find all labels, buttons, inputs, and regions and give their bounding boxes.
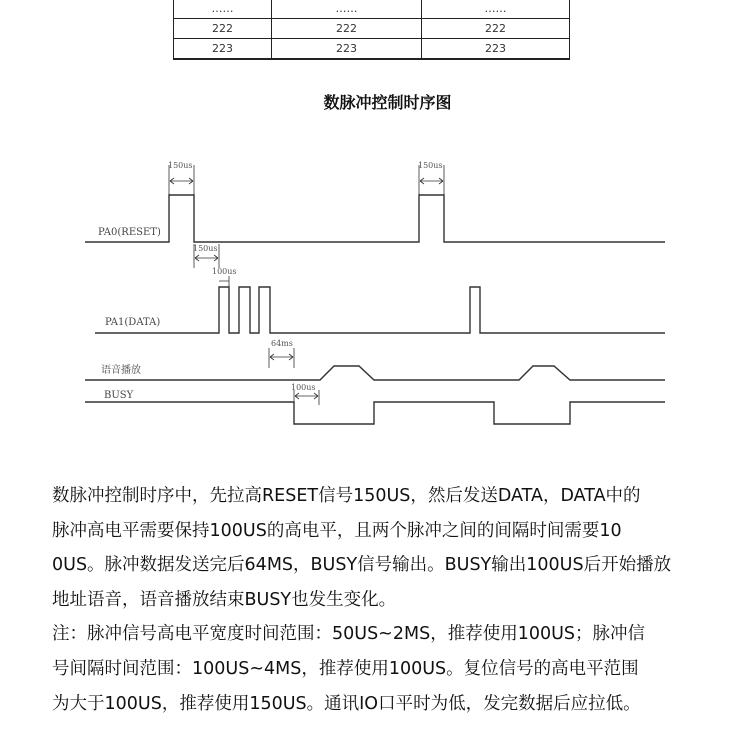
voice-signal <box>85 366 665 380</box>
table-cell: 222 <box>422 19 570 39</box>
table-cell: 222 <box>174 19 272 39</box>
reset-dim-1 <box>168 161 194 195</box>
svg-text:64ms: 64ms <box>271 339 293 348</box>
pa1-label: PA1(DATA) <box>105 317 161 328</box>
svg-text:150us: 150us <box>168 161 193 170</box>
text-line: 注：脉冲信号高电平宽度时间范围：50US~2MS，推荐使用100US；脉冲信 <box>52 624 646 645</box>
reset-dim-2 <box>418 161 444 195</box>
svg-text:100us: 100us <box>212 267 237 276</box>
svg-text:150us: 150us <box>193 244 218 253</box>
table-cell: 223 <box>422 39 570 60</box>
text-line: 0US。脉冲数据发送完后64MS，BUSY信号输出。BUSY输出100US后开始播放 <box>52 555 672 576</box>
text-line: 数脉冲控制时序中，先拉高RESET信号150US，然后发送DATA，DATA中的 <box>52 486 641 506</box>
table-cell: 222 <box>272 19 422 39</box>
table-cell: 223 <box>174 39 272 60</box>
busy-dim <box>291 383 319 405</box>
voice-label: 语音播放 <box>101 365 141 376</box>
svg-text:100us: 100us <box>291 383 316 392</box>
table-cell: 223 <box>272 39 422 60</box>
text-line: 脉冲高电平需要保持100US的高电平，且两个脉冲之间的间隔时间需要10 <box>52 520 622 541</box>
table-cell: …… <box>174 0 272 19</box>
diagram-title: 数脉冲控制时序图 <box>323 93 452 112</box>
pa0-signal <box>85 195 665 242</box>
pulse-dim <box>212 267 237 287</box>
text-line: 号间隔时间范围：100US~4MS，推荐使用100US。复位信号的高电平范围 <box>52 658 639 679</box>
table-cell: …… <box>272 0 422 19</box>
delay-dim <box>269 339 294 368</box>
busy-signal <box>85 402 665 424</box>
text-line: 为大于100US，推荐使用150US。通讯IO口平时为低，发完数据后应拉低。 <box>52 693 641 714</box>
description-paragraph <box>52 479 671 721</box>
busy-label: BUSY <box>104 390 134 401</box>
pa0-label: PA0(RESET) <box>98 227 161 238</box>
text-line: 地址语音，语音播放结束BUSY也发生变化。 <box>52 589 397 610</box>
svg-text:150us: 150us <box>418 161 443 170</box>
pa1-signal <box>95 287 665 333</box>
table-cell: …… <box>422 0 570 19</box>
gap-dim <box>193 244 219 268</box>
